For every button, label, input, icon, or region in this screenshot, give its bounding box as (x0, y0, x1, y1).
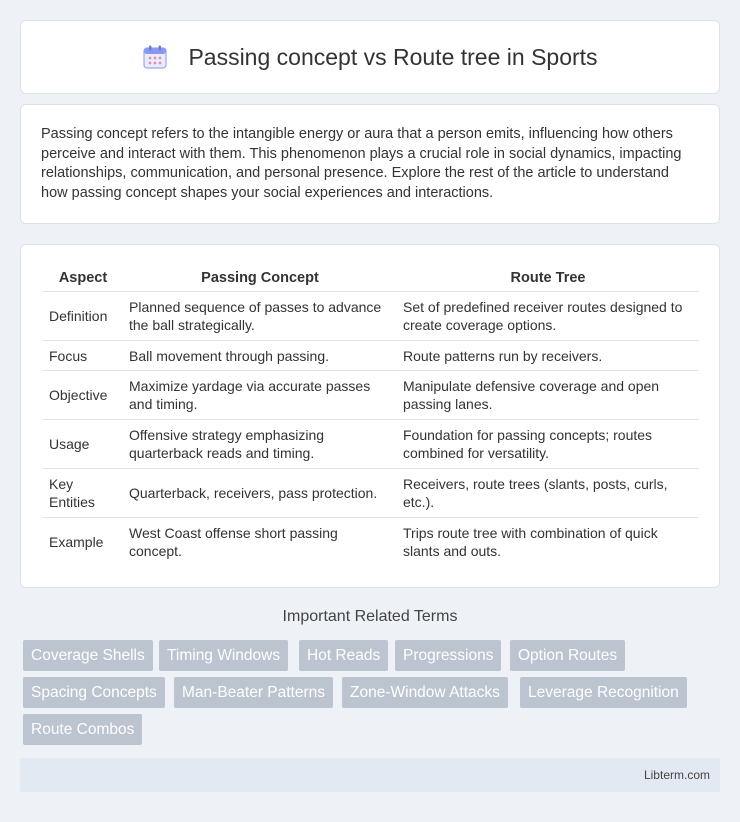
tag-route-combos[interactable]: Route Combos (23, 714, 142, 745)
table-row (43, 292, 699, 341)
header-card (20, 20, 720, 94)
row-route: Receivers, route trees (slants, posts, curls, etc.). (397, 469, 699, 518)
header-route-tree: Route Tree (510, 270, 586, 286)
row-aspect: Objective (43, 371, 123, 420)
row-route: Set of predefined receiver routes designed to create coverage options. (397, 292, 699, 341)
table-row (43, 420, 699, 469)
row-passing: Maximize yardage via accurate passes and timing. (123, 371, 397, 420)
row-passing: Ball movement through passing. (123, 341, 397, 371)
tag-man-beater-patterns[interactable]: Man-Beater Patterns (174, 677, 333, 708)
header-aspect: Aspect (58, 270, 108, 286)
footer-site-link[interactable]: Libterm.com (643, 768, 710, 782)
tag-coverage-shells[interactable]: Coverage Shells (23, 640, 153, 671)
table-header-row (43, 265, 699, 292)
tag-timing-windows[interactable]: Timing Windows (159, 640, 288, 671)
header-passing-concept: Passing Concept (201, 270, 319, 286)
comparison-table-card (20, 244, 720, 588)
row-aspect: Usage (43, 420, 123, 469)
tag-spacing-concepts[interactable]: Spacing Concepts (23, 677, 165, 708)
tag-zone-window-attacks[interactable]: Zone-Window Attacks (342, 677, 508, 708)
intro-card (20, 104, 720, 224)
table-row (43, 341, 699, 371)
footer (20, 758, 720, 792)
row-aspect: Key Entities (43, 469, 123, 518)
table-row (43, 518, 699, 567)
calendar-icon (142, 44, 168, 70)
row-route: Route patterns run by receivers. (397, 341, 699, 371)
related-terms-title: Important Related Terms (282, 608, 458, 625)
row-route: Manipulate defensive coverage and open passing lanes. (397, 371, 699, 420)
row-passing: Planned sequence of passes to advance the ball strategically. (123, 292, 397, 341)
intro-text: Passing concept refers to the intangible energy or aura that a person emits, influencing how others perceive and interact with them. This phenomenon plays a crucial role in social dynamics, impacting relationships, communication, and personal presence. Explore the rest of the article to understand how passing concept shapes your social experiences and interactions. (41, 126, 682, 201)
row-aspect: Definition (43, 292, 123, 341)
row-passing: Offensive strategy emphasizing quarterback reads and timing. (123, 420, 397, 469)
row-aspect: Example (43, 518, 123, 567)
row-aspect: Focus (43, 341, 123, 371)
table-row (43, 371, 699, 420)
tag-leverage-recognition[interactable]: Leverage Recognition (520, 677, 687, 708)
table-row (43, 469, 699, 518)
row-passing: Quarterback, receivers, pass protection. (123, 469, 397, 518)
row-passing: West Coast offense short passing concept. (123, 518, 397, 567)
tag-progressions[interactable]: Progressions (395, 640, 501, 671)
tag-option-routes[interactable]: Option Routes (510, 640, 625, 671)
row-route: Foundation for passing concepts; routes combined for versatility. (397, 420, 699, 469)
page-title: Passing concept vs Route tree in Sports (188, 43, 598, 70)
comparison-table (43, 265, 699, 567)
row-route: Trips route tree with combination of quick slants and outs. (397, 518, 699, 567)
tag-hot-reads[interactable]: Hot Reads (299, 640, 388, 671)
